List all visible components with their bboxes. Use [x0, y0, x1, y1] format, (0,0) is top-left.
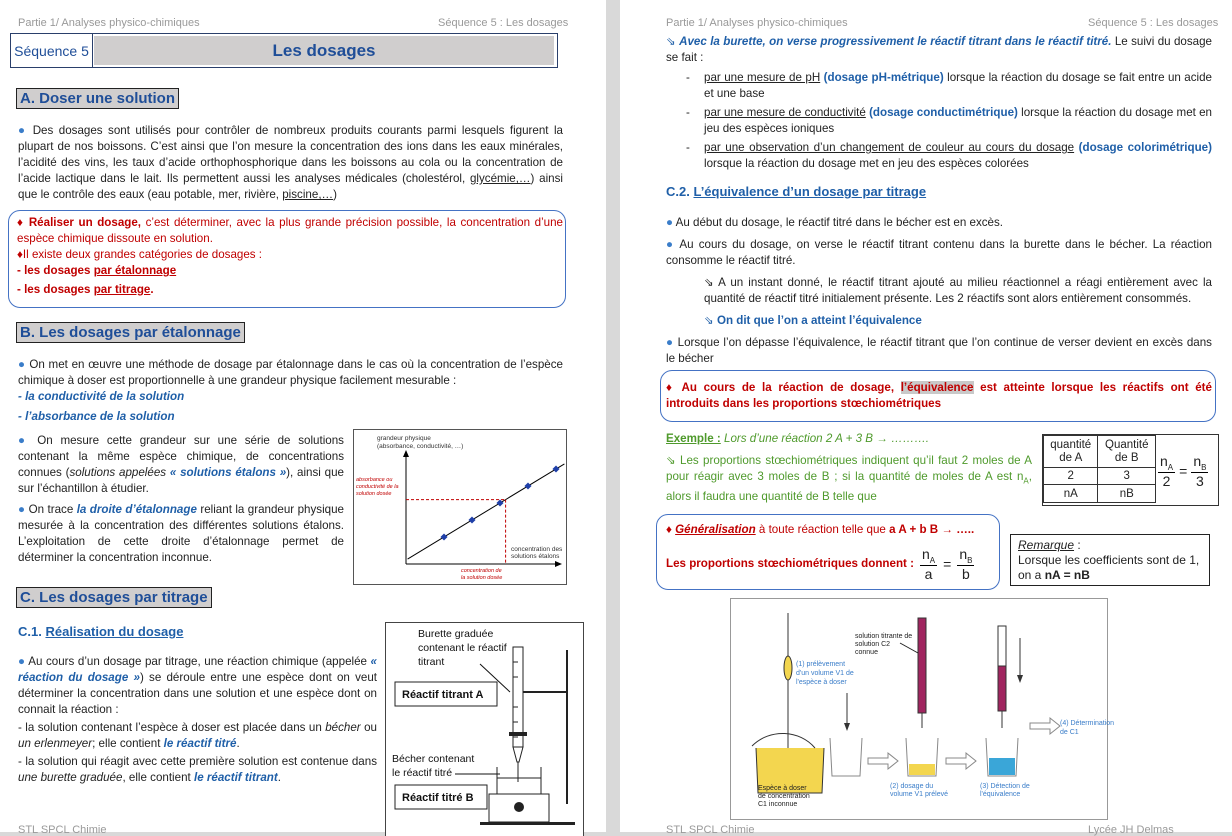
right-page	[620, 0, 1232, 832]
paragraph-c2: - la solution contenant l’espèce à doser est placée dans un bécher ou un erlenmeyer; elle contient le réactif titré.	[18, 720, 377, 752]
chart-red-label-3: solution dosée	[356, 491, 391, 497]
table-header: Quantité de B	[1098, 436, 1156, 468]
paragraph-b3: ● On trace la droite d’étalonnage reliant la grandeur physique mesurée à la concentration des différentes solutions étalons. L’exploitation de cette droite d’étalonnage permet de déterminer la concentration inconnue.	[18, 502, 344, 566]
chart-ylabel-2: (absorbance, conductivité, …)	[377, 443, 463, 450]
generalisation-formula: Les proportions stœchiométriques donnent : $\frac{n_A}{a}$ = $\frac{n_B}{b}$	[666, 546, 996, 582]
beaker-label-2: le réactif titré	[392, 767, 452, 779]
table-cell: 2	[1044, 468, 1098, 485]
calibration-chart	[353, 429, 567, 585]
chart-red-label-2: conductivité de la	[356, 484, 399, 490]
left-page	[0, 0, 606, 832]
list-item: - par une mesure de conductivité (dosage conductimétrique) lorsque la réaction du dosage met en jeu des espèces ioniques	[686, 105, 1212, 137]
titrated-reagent-label: Réactif titré B	[402, 792, 474, 804]
paragraph-equivalence: ⇘ On dit que l’on a atteint l’équivalence	[704, 313, 1212, 329]
header-right: Séquence 5 : Les dosages	[1088, 17, 1218, 29]
paragraph-beyond: ● Lorsque l’on dépasse l’équivalence, le réactif titrant que l’on continue de verser devient en excès dans le bécher	[666, 335, 1212, 367]
burette-label-3: titrant	[418, 656, 444, 668]
step-3-label-1: (3) Détection de	[980, 783, 1030, 790]
beaker-label-1: Bécher contenant	[392, 753, 474, 765]
table-cell: 3	[1098, 468, 1156, 485]
analyte-label-1: Espèce à doser	[758, 785, 807, 792]
example-table	[1043, 435, 1156, 503]
definition-text: ♦ Réaliser un dosage, c’est déterminer, avec la plus grande précision possible, la concentration d’une espèce chimique dissoute en solution. ♦Il existe deux grandes catégories de dosages : - les dosages par étalonnage - les dosages par titrage.	[17, 215, 563, 298]
generalisation-line: ♦ Généralisation à toute réaction telle que a A + b B → …..	[666, 522, 996, 538]
paragraph-c3: - la solution qui réagit avec cette première solution est contenue dans une burette graduée, elle contient le réactif titrant.	[18, 754, 377, 786]
step-1-label-2: d'un volume V1 de	[796, 670, 854, 677]
section-a-heading: A. Doser une solution	[16, 88, 179, 109]
titrant-reagent-label: Réactif titrant A	[402, 689, 484, 701]
titrant-solution-label-1: solution titrante de	[855, 633, 912, 640]
table-cell: nA	[1044, 485, 1098, 503]
header-left: Partie 1/ Analyses physico-chimiques	[666, 17, 848, 29]
chart-xlabel-2: solutions étalons	[511, 553, 560, 560]
remark-box: Remarque : Lorsque les coefficients sont de 1, on a nA = nB	[1010, 534, 1210, 586]
chart-red-xlabel-2: la solution dosée	[461, 575, 502, 581]
header-right: Séquence 5 : Les dosages	[438, 17, 568, 29]
subsection-c1-heading: C.1. Réalisation du dosage	[18, 624, 183, 639]
footer-left: STL SPCL Chimie	[18, 824, 106, 836]
table-cell: nB	[1098, 485, 1156, 503]
step-2-label-2: volume V1 prélevé	[890, 791, 948, 798]
list-item: - par une observation d’un changement de couleur au cours du dosage (dosage colorimétrique) lorsque la réaction du dosage met en jeu des espèces colorées	[686, 140, 1212, 172]
paragraph-b1: ● On met en œuvre une méthode de dosage par étalonnage dans le cas où la concentration de l’espèce chimique à doser est proportionnelle à une grandeur physique facilement mesurable : - la conductivité de la solution - l’absorbance de la solution	[18, 357, 563, 425]
example-fraction: $\frac{n_A}{2}$ = $\frac{n_B}{3}$	[1158, 453, 1208, 489]
step-1-label-1: (1) prélèvement	[796, 661, 845, 668]
titrant-solution-label-2: solution C2	[855, 641, 890, 648]
chart-red-xlabel-1: concentration de	[461, 568, 502, 574]
equivalence-definition: ♦ Au cours de la réaction de dosage, l’équivalence est atteinte lorsque les réactifs ont été introduits dans les proportions stœchiométriques	[666, 380, 1212, 412]
footer-right: Lycée JH Delmas	[1088, 824, 1174, 836]
page-title: Les dosages	[94, 36, 554, 65]
example-line: Exemple : Lors d’une réaction 2 A + 3 B → ……….	[666, 431, 1026, 447]
paragraph-instant: ⇘ A un instant donné, le réactif titrant ajouté au milieu réactionnel a réagi entièrement avec la quantité de réactif titré initialement présente. Les 2 réactifs sont alors entièrement consommés.	[704, 275, 1212, 307]
analyte-label-2: de concentration	[758, 793, 810, 800]
table-header: quantité de A	[1044, 436, 1098, 468]
titration-steps-diagram	[730, 598, 1108, 820]
step-4-label-2: de C1	[1060, 729, 1079, 736]
step-3-label-2: l'équivalence	[980, 791, 1020, 798]
chart-ylabel-1: grandeur physique	[377, 435, 431, 442]
step-1-label-3: l'espèce à doser	[796, 679, 847, 686]
titration-apparatus-figure	[385, 622, 584, 832]
tracking-methods-list	[686, 70, 1212, 172]
chart-xlabel-1: concentration des	[511, 546, 563, 553]
paragraph-c1: ● Au cours d’un dosage par titrage, une réaction chimique (appelée « réaction du dosage ») se déroule entre une espèce dont on veut déterminer la concentration dans une solution et une espèce dont on connait la réaction :	[18, 654, 377, 718]
footer-left: STL SPCL Chimie	[666, 824, 754, 836]
chart-red-label-1: absorbance ou	[356, 477, 392, 483]
titrant-solution-label-3: connue	[855, 649, 878, 656]
paragraph-b2: ● On mesure cette grandeur sur une série de solutions contenant la même espèce chimique, de concentrations connues (solutions appelées « solutions étalons »), ainsi que sur l’échantillon à étudier.	[18, 433, 344, 497]
sequence-label: Séquence 5	[11, 34, 93, 67]
header-left: Partie 1/ Analyses physico-chimiques	[18, 17, 200, 29]
sequence-banner	[10, 33, 558, 68]
burette-label-2: contenant le réactif	[418, 642, 507, 654]
intro-paragraph: ⇘ Avec la burette, on verse progressivement le réactif titrant dans le réactif titré. Le suivi du dosage se fait :	[666, 34, 1212, 66]
burette-label-1: Burette graduée	[418, 628, 493, 640]
step-4-label-1: (4) Détermination	[1060, 720, 1114, 727]
section-b-heading: B. Les dosages par étalonnage	[16, 322, 245, 343]
paragraph-a: ● Des dosages sont utilisés pour contrôler de nombreux produits courants parmi lesquels figurent la plupart de nos boissons. C’est ainsi que l’on mesure la concentration des ions dans les eaux minérales, l’acidité des vins, les taux d’acide orthophosphorique dans les boissons au cola ou la concentration de l’acide lactique dans le lait. Ils permettent aussi les analyses médicales (cholestérol, glycémie,…) ainsi que le contrôle des eaux (eau potable, mer, rivière, piscine,…)	[18, 123, 563, 203]
paragraph-start: ● Au début du dosage, le réactif titré dans le bécher est en excès.	[666, 215, 1212, 231]
step-2-label-1: (2) dosage du	[890, 783, 933, 790]
example-paragraph: ⇘ Les proportions stœchiométriques indiquent qu’il faut 2 moles de A pour réagir avec 3 moles de B ; si la quantité de moles de A est $n_A$, alors il faudra une quantité de B telle que	[666, 453, 1032, 505]
section-c-heading: C. Les dosages par titrage	[16, 587, 212, 608]
subsection-c2-heading: C.2. L’équivalence d’un dosage par titrage	[666, 184, 926, 199]
paragraph-during: ● Au cours du dosage, on verse le réactif titrant contenu dans la burette dans le bécher. La réaction consomme le réactif titré.	[666, 237, 1212, 269]
analyte-label-3: C1 inconnue	[758, 801, 797, 808]
list-item: - par une mesure de pH (dosage pH-métrique) lorsque la réaction du dosage se fait entre un acide et une base	[686, 70, 1212, 102]
